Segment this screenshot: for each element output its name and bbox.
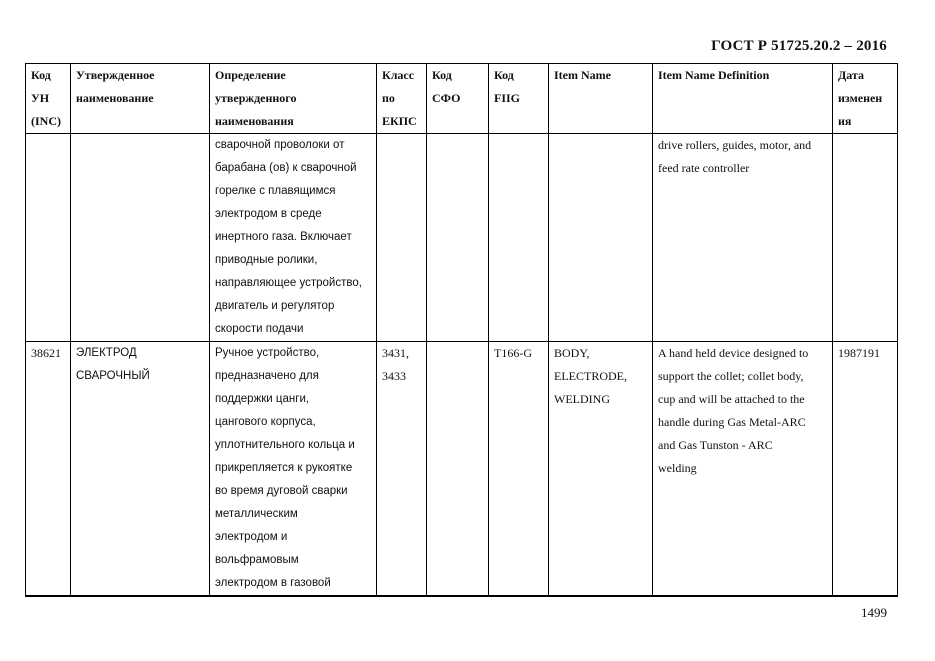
text-line: drive rollers, guides, motor, and [658, 138, 812, 152]
text-line: уплотнительного кольца и [215, 439, 355, 451]
text-line: Определение [215, 68, 286, 82]
text-line: прикрепляется к рукоятке [215, 462, 353, 474]
cell-definition [210, 342, 377, 597]
text-line: электродом в среде [215, 208, 322, 220]
cell-definition [210, 134, 377, 342]
table-row [26, 342, 898, 597]
header-item-name-definition [653, 64, 833, 134]
text-line: сварочной проволоки от [215, 139, 345, 151]
text-line: утвержденного [215, 91, 297, 105]
standard-number: ГОСТ Р 51725.20.2 – 2016 [711, 38, 887, 54]
header-change-date [833, 64, 898, 134]
text-line: Код [31, 68, 51, 82]
text-line: Код [494, 68, 514, 82]
text-line: электродом в газовой [215, 577, 331, 589]
text-line: and Gas Tunston - ARC [658, 438, 773, 452]
text-line: ELECTRODE, [554, 369, 627, 383]
text-line: вольфрамовым [215, 554, 299, 566]
text-line: предназначено для [215, 370, 319, 382]
text-line: cup and will be attached to the [658, 392, 805, 406]
text-line: Item Name Definition [658, 68, 770, 82]
text-line: support the collet; collet body, [658, 369, 804, 383]
text-line: СВАРОЧНЫЙ [76, 370, 150, 382]
text-line: направляющее устройство, [215, 277, 362, 289]
cell-item-definition [653, 134, 833, 342]
table-header-row [26, 64, 898, 134]
header-code-fiig [489, 64, 549, 134]
header-code-inc [26, 64, 71, 134]
text-line: ия [838, 114, 852, 128]
text-line: Утвержденное [76, 68, 155, 82]
text-line: барабана (ов) к сварочной [215, 162, 357, 174]
header-code-sfo [427, 64, 489, 134]
cell-fiig [489, 342, 549, 597]
cell-fiig [489, 134, 549, 342]
text-line: Item Name [554, 68, 611, 82]
text-line: инертного газа. Включает [215, 231, 352, 243]
text-line: приводные ролики, [215, 254, 318, 266]
text-line: скорости подачи [215, 323, 304, 335]
text-line: handle during Gas Metal-ARC [658, 415, 806, 429]
text-line: FIIG [494, 91, 521, 105]
text-line: welding [658, 461, 697, 475]
text-line: изменен [838, 91, 883, 105]
text-line: T166-G [494, 346, 532, 360]
header-approved-name [71, 64, 210, 134]
cell-name [71, 134, 210, 342]
text-line: металлическим [215, 508, 298, 520]
text-line: 1987191 [838, 346, 880, 360]
header-class-ekps [377, 64, 427, 134]
header-item-name [549, 64, 653, 134]
text-line: СФО [432, 91, 461, 105]
cell-class [377, 134, 427, 342]
cell-code [26, 342, 71, 597]
text-line: Дата [838, 68, 864, 82]
text-line: Код [432, 68, 452, 82]
text-line: электродом и [215, 531, 288, 543]
cell-item-definition [653, 342, 833, 597]
text-line: наименование [76, 91, 154, 105]
cell-item-name [549, 342, 653, 597]
cell-item-name [549, 134, 653, 342]
text-line: ЭЛЕКТРОД [76, 347, 137, 359]
text-line: 3431, [382, 346, 409, 360]
page-number: 1499 [861, 605, 887, 620]
text-line: по [382, 91, 395, 105]
cell-class [377, 342, 427, 597]
text-line: ЕКПС [382, 114, 417, 128]
text-line: наименования [215, 114, 294, 128]
text-line: двигатель и регулятор [215, 300, 335, 312]
cell-code [26, 134, 71, 342]
text-line: УН [31, 91, 50, 105]
specification-table [25, 63, 898, 597]
text-line: цангового корпуса, [215, 416, 316, 428]
text-line: горелке с плавящимся [215, 185, 336, 197]
cell-sfo [427, 134, 489, 342]
text-line: BODY, [554, 346, 590, 360]
text-line: 3433 [382, 369, 406, 383]
text-line: (INC) [31, 114, 61, 128]
text-line: WELDING [554, 392, 610, 406]
text-line: Класс [382, 68, 415, 82]
text-line: 38621 [31, 346, 61, 360]
text-line: Ручное устройство, [215, 347, 320, 359]
cell-date [833, 134, 898, 342]
header-definition [210, 64, 377, 134]
cell-sfo [427, 342, 489, 597]
text-line: во время дуговой сварки [215, 485, 348, 497]
text-line: поддержки цанги, [215, 393, 310, 405]
cell-name [71, 342, 210, 597]
text-line: feed rate controller [658, 161, 750, 175]
cell-date [833, 342, 898, 597]
text-line: A hand held device designed to [658, 346, 809, 360]
table-row [26, 134, 898, 342]
